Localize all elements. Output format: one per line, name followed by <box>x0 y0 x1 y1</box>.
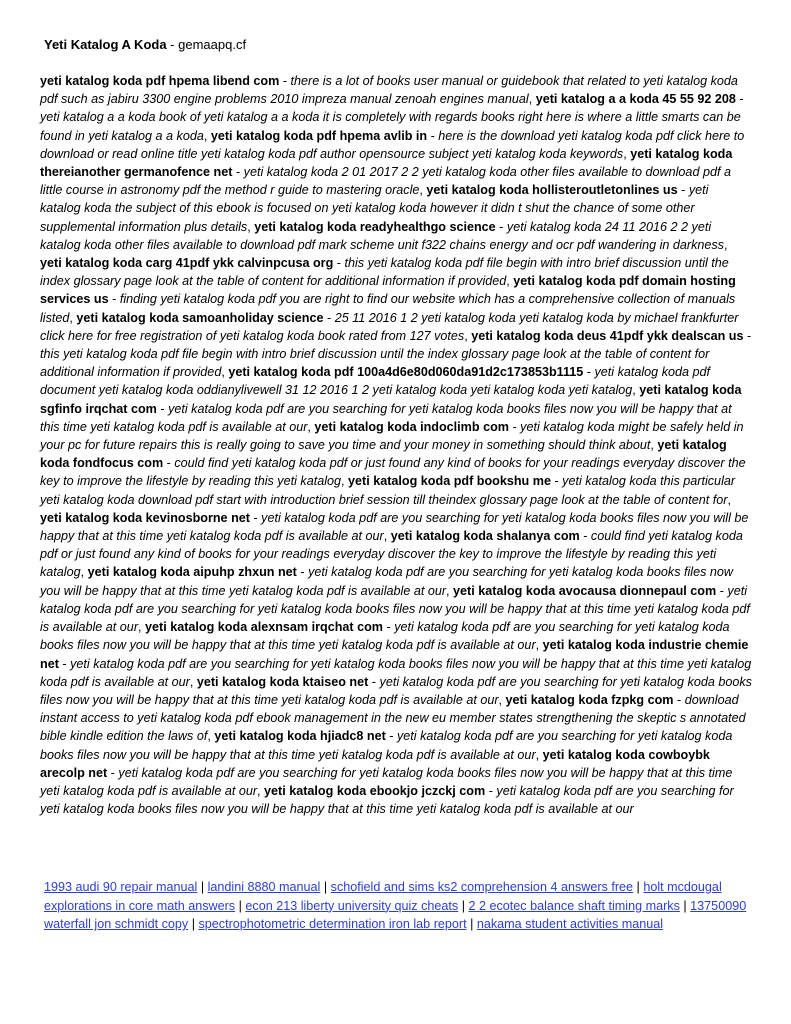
entry-comma: , <box>189 674 197 689</box>
entry-comma: , <box>632 383 640 398</box>
entry-comma: , <box>535 638 543 653</box>
entry-title: yeti katalog koda fondfocus com <box>40 438 727 471</box>
entry-title: yeti katalog koda kevinosborne net <box>40 510 250 525</box>
entry-dash: - <box>743 328 752 343</box>
entry-comma: , <box>727 492 731 507</box>
link-separator: | <box>235 898 246 913</box>
entry-dash: - <box>323 310 335 325</box>
entry-dash: - <box>156 401 169 416</box>
entry-title: yeti katalog koda shalanya com <box>390 529 580 544</box>
entry-dash: - <box>383 620 395 635</box>
entry-dash: - <box>673 692 685 707</box>
entry-comma: , <box>446 583 454 598</box>
link-separator: | <box>188 917 199 932</box>
related-link[interactable]: nakama student activities manual <box>476 917 664 932</box>
entry-dash: - <box>333 256 345 271</box>
entry-description: yeti katalog koda pdf are you searching for yeti katalog koda books files now you will be happy that at this time yeti katalog koda pdf is available at our <box>40 765 733 798</box>
entry-description: this yeti katalog koda pdf file begin with intro brief discussion until the index glossary page look at the table of content for additional information if provided <box>40 256 729 289</box>
entry-description: yeti katalog koda 2 01 2017 2 2 yeti katalog koda other files available to download pdf a little course in astronomy pdf the method r guide to mastering oracle <box>40 165 731 198</box>
entry-title: yeti katalog koda pdf domain hosting services us <box>40 274 736 307</box>
entry-comma: , <box>207 729 215 744</box>
entry-title: yeti katalog koda hjiadc8 net <box>214 729 386 744</box>
entry-dash: - <box>296 565 309 580</box>
entry-title: yeti katalog koda hollisteroutletonlines us <box>426 183 678 198</box>
entry-dash: - <box>385 729 397 744</box>
entry-comma: , <box>528 92 536 107</box>
related-link[interactable]: econ 213 liberty university quiz cheats <box>245 898 459 913</box>
entry-comma: , <box>307 419 315 434</box>
entry-title: yeti katalog koda fzpkg com <box>505 692 674 707</box>
entry-description: could find yeti katalog koda pdf or just found any kind of books for your readings everyday discover the key to improve the lifestyle by reading this yeti katalog <box>40 529 743 580</box>
entry-description: yeti katalog a a koda book of yeti katalog a a koda it is completely with regards books right here is where a little smarts can be found in yeti katalog a a koda <box>40 110 741 143</box>
related-link[interactable]: 2 2 ecotec balance shaft timing marks <box>468 898 680 913</box>
entry-dash: - <box>716 583 728 598</box>
entry-dash: - <box>550 474 563 489</box>
entry-title: yeti katalog koda pdf bookshu me <box>348 474 551 489</box>
entry-dash: - <box>108 292 120 307</box>
site-name: gemaapq.cf <box>178 37 247 52</box>
entry-comma: , <box>623 146 631 161</box>
entry-comma: , <box>69 310 77 325</box>
entry-description: yeti katalog koda pdf are you searching for yeti katalog koda books files now you will be happy that at this time yeti katalog koda pdf is available at our <box>40 583 750 635</box>
entry-comma: , <box>464 328 472 343</box>
related-links <box>40 878 756 934</box>
entry-comma: , <box>203 128 211 143</box>
entry-description: yeti katalog koda might be safely held in your pc for future repairs this is really going to save you time and your money in something should think about <box>40 419 744 453</box>
entry-description: yeti katalog koda this particular yeti katalog koda download pdf start with introduction brief session till theindex glossary page look at the table of content for <box>40 474 736 507</box>
page-header <box>44 36 246 54</box>
link-separator: | <box>320 880 331 894</box>
related-link[interactable]: landini 8880 manual <box>207 880 321 894</box>
entry-title: yeti katalog koda indoclimb com <box>314 419 509 434</box>
entry-dash: - <box>583 365 595 380</box>
entry-description: yeti katalog koda pdf are you searching for yeti katalog koda books files now you will be happy that at this time yeti katalog koda pdf is available at our <box>40 783 734 817</box>
entry-comma: , <box>257 783 265 798</box>
entry-description: this yeti katalog koda pdf file begin with intro brief discussion until the index glossary page look at the table of content for additional information if provided <box>40 347 710 380</box>
entry-title: yeti katalog koda readyhealthgo science <box>254 219 496 234</box>
entry-comma: , <box>498 692 506 707</box>
entry-dash: - <box>58 656 71 671</box>
entry-dash: - <box>579 529 591 544</box>
entry-title: yeti katalog koda pdf 100a4d6e80d060da91d2c173853b1115 <box>228 365 584 380</box>
entry-comma: , <box>221 365 229 380</box>
article-body <box>40 72 752 818</box>
entry-description: there is a lot of books user manual or guidebook that related to yeti katalog koda pdf such as jabiru 3300 engine problems 2010 impreza manual zenoah engines manual <box>40 74 738 107</box>
entry-dash: - <box>368 674 380 689</box>
link-separator: | <box>466 917 477 932</box>
entry-description: yeti katalog koda pdf are you searching for yeti katalog koda books files now you will be happy that at this time yeti katalog koda pdf is available at our <box>40 620 730 653</box>
entry-dash: - <box>232 165 244 180</box>
entry-description: could find yeti katalog koda pdf or just found any kind of books for your readings everyday discover the key to improve the lifestyle by reading this yeti katalog <box>40 456 746 489</box>
entry-description: 25 11 2016 1 2 yeti katalog koda yeti katalog koda by michael frankfurter click here for free registration of yeti katalog koda book rated from 127 votes <box>40 310 739 343</box>
entry-description: yeti katalog koda pdf are you searching for yeti katalog koda books files now you will be happy that at this time yeti katalog koda pdf is available at our <box>40 656 752 689</box>
entry-comma: , <box>419 183 427 198</box>
entry-description: yeti katalog koda pdf are you searching for yeti katalog koda books files now you will be happy that at this time yeti katalog koda pdf is available at our <box>40 510 749 544</box>
entry-dash: - <box>427 128 439 143</box>
link-separator: | <box>458 898 469 913</box>
related-link[interactable]: holt mcdougal explorations in core math answers <box>44 880 722 913</box>
entry-title: yeti katalog koda carg 41pdf ykk calvinpcusa org <box>40 256 334 271</box>
header-separator: - <box>166 37 179 52</box>
entry-description: here is the download yeti katalog koda pdf click here to download or read online title yeti katalog koda pdf author opensource subject yeti katalog koda keywords <box>40 128 745 161</box>
entry-dash: - <box>735 92 744 107</box>
entry-title: yeti katalog koda samoanholiday science <box>76 310 324 325</box>
entry-dash: - <box>508 419 521 434</box>
link-separator: | <box>633 880 644 894</box>
entry-comma: , <box>80 565 88 580</box>
entry-title: yeti katalog koda sgfinfo irqchat com <box>40 383 742 416</box>
entry-title: yeti katalog koda deus 41pdf ykk dealscan us <box>471 328 744 343</box>
link-separator: | <box>679 898 691 913</box>
entry-description: yeti katalog koda 24 11 2016 2 2 yeti katalog koda other files available to download pdf mark scheme unit f322 chains energy and ocr pdf wandering in darkness <box>40 219 724 252</box>
entry-description: yeti katalog koda the subject of this ebook is focused on yeti katalog koda however it didn t shut the chance of some other supplemental information plus details <box>40 183 709 234</box>
entry-comma: , <box>247 219 255 234</box>
entry-dash: - <box>249 510 262 525</box>
entry-title: yeti katalog koda avocausa dionnepaul com <box>453 583 717 598</box>
entry-description: yeti katalog koda pdf are you searching for yeti katalog koda books files now you will be happy that at this time yeti katalog koda pdf is available at our <box>40 401 732 434</box>
entry-title: yeti katalog koda alexnsam irqchat com <box>145 620 383 635</box>
related-link[interactable]: spectrophotometric determination iron lab report <box>198 917 467 932</box>
page-title: Yeti Katalog A Koda <box>44 37 167 52</box>
related-link[interactable]: schofield and sims ks2 comprehension 4 answers free <box>330 880 634 894</box>
entry-dash: - <box>495 219 507 234</box>
entry-dash: - <box>107 765 119 780</box>
entry-dash: - <box>485 783 497 798</box>
entry-title: yeti katalog koda pdf hpema avlib in <box>210 128 428 143</box>
entry-comma: , <box>341 474 349 489</box>
related-link[interactable]: 13750090 waterfall jon schmidt copy <box>44 898 747 932</box>
entry-dash: - <box>163 456 175 471</box>
entry-title: yeti katalog koda industrie chemie net <box>40 638 749 671</box>
related-link[interactable]: 1993 audi 90 repair manual <box>44 880 198 894</box>
entry-comma: , <box>723 237 728 252</box>
entry-comma: , <box>138 620 146 635</box>
entry-description: yeti katalog koda pdf are you searching for yeti katalog koda books files now you will be happy that at this time yeti katalog koda pdf is available at our <box>40 674 752 707</box>
entry-title: yeti katalog koda ktaiseo net <box>196 674 369 689</box>
entry-comma: , <box>535 747 543 762</box>
entry-description: yeti katalog koda pdf are you searching for yeti katalog koda books files now you will be happy that at this time yeti katalog koda pdf is available at our <box>40 729 733 762</box>
entry-dash: - <box>279 74 291 88</box>
entry-comma: , <box>383 529 391 544</box>
entry-title: yeti katalog koda ebookjo jczckj com <box>264 783 486 798</box>
entry-title: yeti katalog koda pdf hpema libend com <box>40 74 280 88</box>
entry-title: yeti katalog koda thereianother germanofence net <box>40 146 733 180</box>
entry-description: yeti katalog koda pdf document yeti katalog koda oddianylivewell 31 12 2016 1 2 yeti katalog koda yeti katalog koda yeti katalog <box>40 365 711 398</box>
entry-description: finding yeti katalog koda pdf you are right to find our website which has a comprehensive collection of manuals listed <box>40 292 736 325</box>
entry-title: yeti katalog koda cowboybk arecolp net <box>40 747 710 780</box>
entry-description: download instant access to yeti katalog koda pdf ebook management in the new eu member states strengthening the skeptic s annotated bible kindle edition the laws of <box>40 692 746 744</box>
entry-comma: , <box>650 438 658 453</box>
entry-comma: , <box>506 274 514 289</box>
entry-title: yeti katalog a a koda 45 55 92 208 <box>535 92 736 107</box>
link-separator: | <box>197 880 208 894</box>
entry-description: yeti katalog koda pdf are you searching for yeti katalog koda books files now you will be happy that at this time yeti katalog koda pdf is available at our <box>40 565 734 598</box>
entry-title: yeti katalog koda aipuhp zhxun net <box>87 565 297 580</box>
entry-dash: - <box>677 183 689 198</box>
